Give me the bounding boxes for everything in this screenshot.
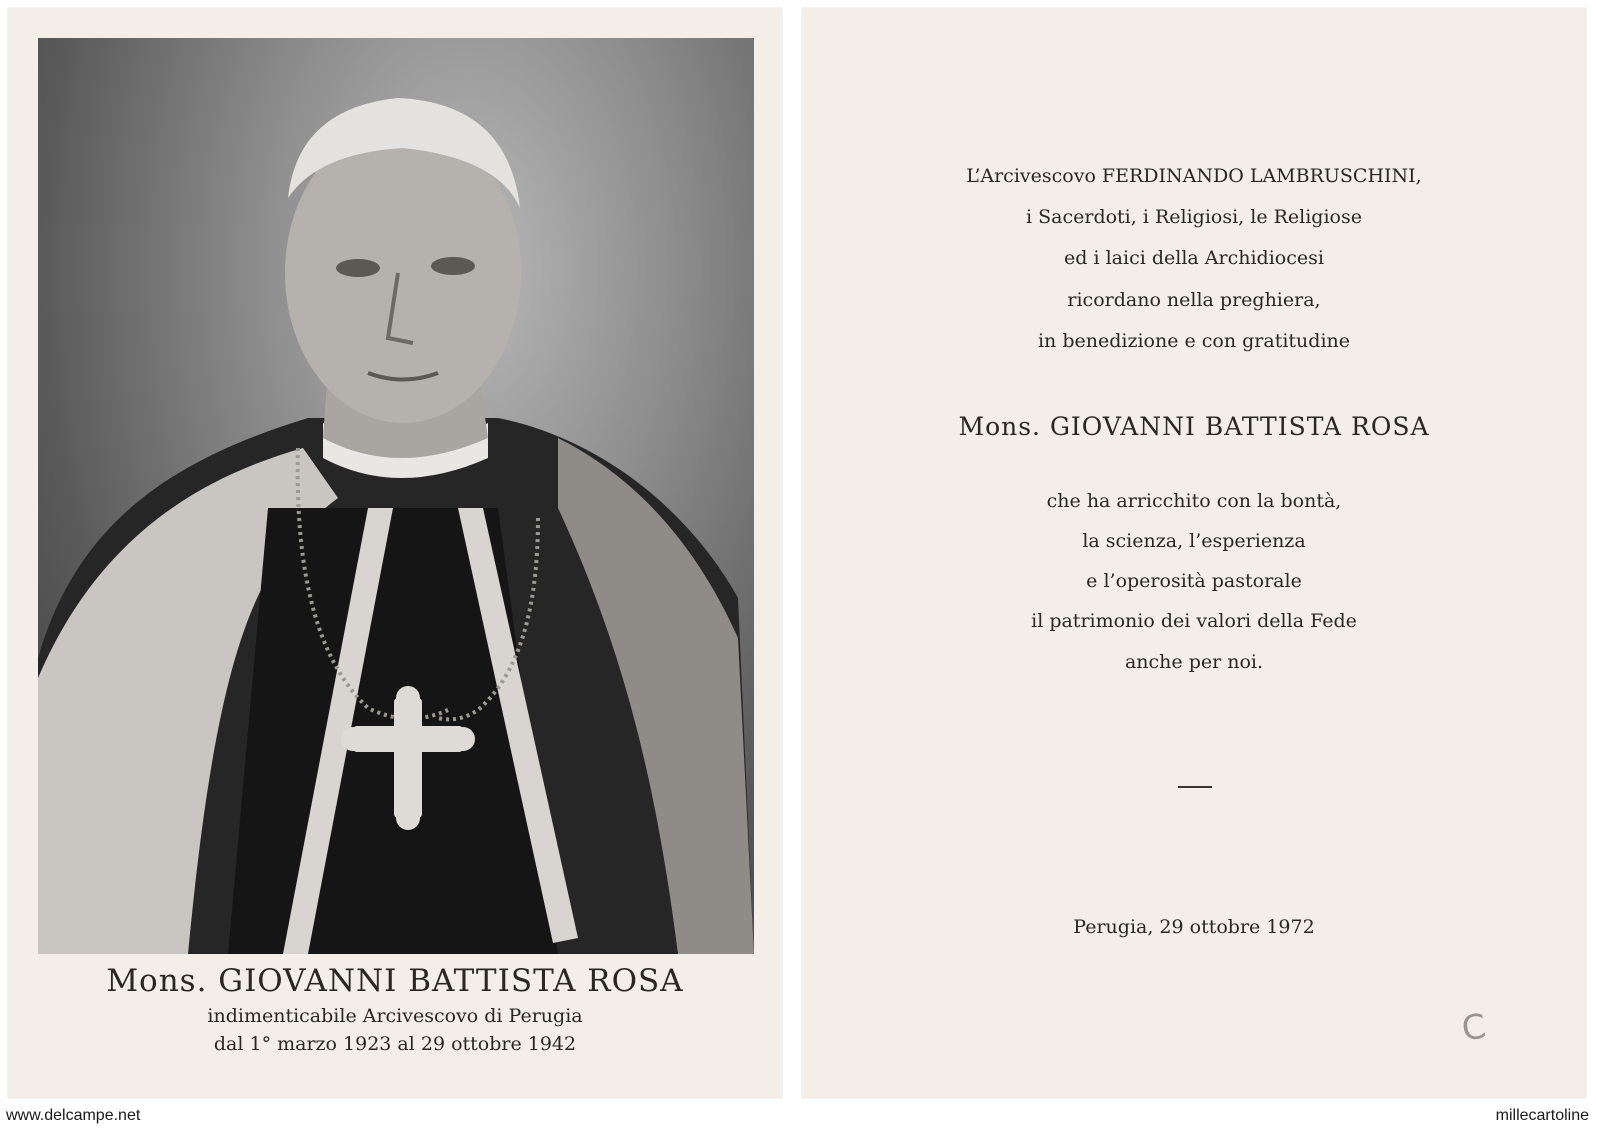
text-line: anche per noi. — [1124, 651, 1264, 673]
text-line: il patrimonio dei valori della Fede — [1031, 610, 1357, 632]
text-line: i Sacerdoti, i Religiosi, le Religiose — [1026, 206, 1362, 228]
text-line: L’Arcivescovo FERDINANDO LAMBRUSCHINI, — [966, 165, 1422, 187]
caption-name: Mons. GIOVANNI BATTISTA ROSA — [106, 963, 684, 999]
portrait-photo — [38, 38, 754, 954]
place-date: Perugia, 29 ottobre 1972 — [1073, 916, 1315, 938]
watermark-left: www.delcampe.net — [6, 1107, 141, 1124]
watermark-right: millecartoline — [1495, 1107, 1589, 1124]
text-line: la scienza, l’esperienza — [1082, 530, 1306, 552]
portrait-illustration — [38, 38, 754, 954]
text-line: e l’operosità pastorale — [1086, 570, 1302, 592]
memorial-card-back — [802, 8, 1586, 1098]
pencil-mark: C — [1459, 1006, 1489, 1050]
memorial-card-front — [8, 8, 782, 1098]
caption-subtitle: indimenticabile Arcivescovo di Perugia — [207, 1005, 583, 1027]
divider — [1178, 786, 1212, 788]
text-line: ed i laici della Archidiocesi — [1064, 247, 1324, 269]
honoree-name: Mons. GIOVANNI BATTISTA ROSA — [958, 412, 1430, 441]
caption-dates: dal 1° marzo 1923 al 29 ottobre 1942 — [213, 1033, 577, 1055]
text-line: ricordano nella preghiera, — [1067, 289, 1321, 311]
text-line: in benedizione e con gratitudine — [1037, 330, 1351, 352]
text-line: che ha arricchito con la bontà, — [1046, 490, 1342, 512]
